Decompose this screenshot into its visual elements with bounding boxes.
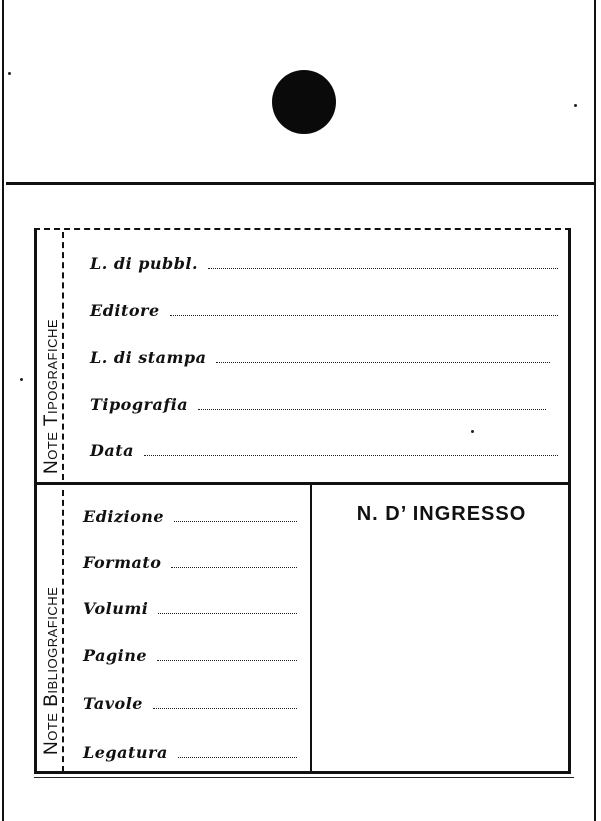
section-divider (34, 482, 571, 485)
field-luogo-pubblicazione[interactable] (90, 254, 558, 273)
field-line (170, 314, 558, 316)
field-line (216, 361, 550, 363)
punch-hole (272, 70, 336, 134)
note-tipografiche-label: Note Tipografiche (41, 318, 62, 474)
field-label: Volumi (83, 599, 149, 618)
field-label: Editore (90, 301, 160, 320)
field-label: Tipografia (90, 395, 189, 414)
card-left-edge (2, 0, 4, 821)
field-line (208, 267, 558, 269)
field-label: Formato (83, 553, 162, 572)
field-formato[interactable] (83, 553, 297, 572)
print-speck (471, 430, 474, 433)
field-tavole[interactable] (83, 694, 297, 713)
note-bibliografiche-label: Note Bibliografiche (41, 586, 62, 755)
field-line (153, 707, 297, 709)
field-line (157, 659, 297, 661)
field-label: Edizione (83, 507, 165, 526)
field-editore[interactable] (90, 301, 558, 320)
field-line (198, 408, 546, 410)
ingresso-divider (310, 485, 312, 771)
field-pagine[interactable] (83, 646, 297, 665)
print-speck (8, 72, 11, 75)
field-label: Legatura (83, 743, 168, 762)
field-luogo-stampa[interactable] (90, 348, 550, 367)
print-speck (20, 378, 23, 381)
card-right-edge (594, 0, 596, 821)
field-volumi[interactable] (83, 599, 297, 618)
field-label: L. di pubbl. (90, 254, 199, 273)
field-label: L. di stampa (90, 348, 207, 367)
field-label: Data (90, 441, 134, 460)
field-label: Tavole (83, 694, 143, 713)
field-line (178, 756, 297, 758)
field-legatura[interactable] (83, 743, 297, 762)
numero-ingresso-label: N. D’ INGRESSO (356, 503, 527, 525)
field-tipografia[interactable] (90, 395, 546, 414)
field-edizione[interactable] (83, 507, 297, 526)
frame-bottom-line (34, 777, 574, 778)
field-label: Pagine (83, 646, 148, 665)
print-speck (574, 104, 577, 107)
tab-fold-line (6, 182, 594, 185)
field-line (174, 520, 297, 522)
field-line (144, 454, 558, 456)
field-line (158, 612, 297, 614)
field-line (171, 566, 297, 568)
field-data[interactable] (90, 441, 558, 460)
